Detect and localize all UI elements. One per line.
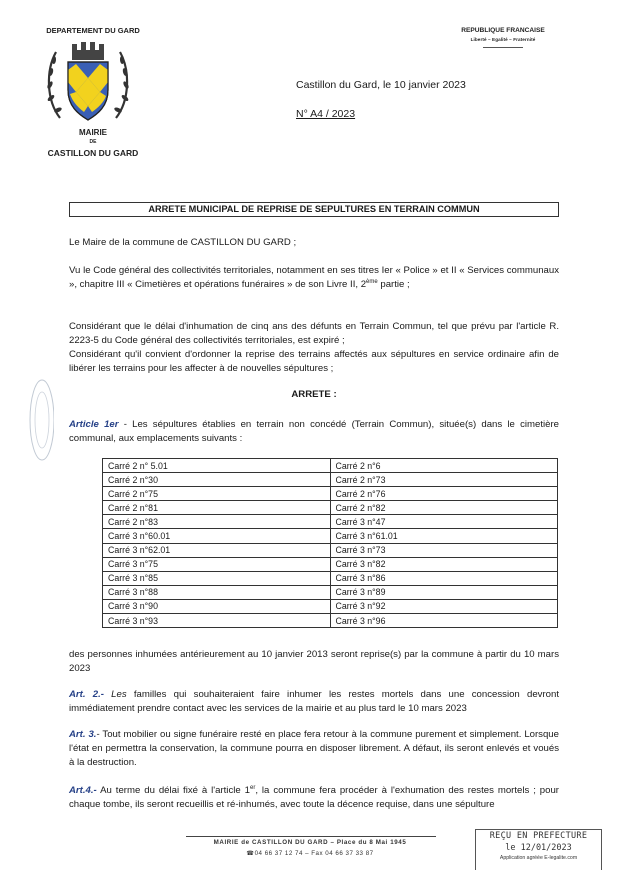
article-1-text: - Les sépultures établies en terrain non concédé (Terrain Commun), située(s) dans le cimetière communal, aux emplacements suivants : bbox=[69, 419, 559, 444]
table-cell: Carré 3 n°96 bbox=[330, 614, 558, 628]
article-2-italic: Les bbox=[103, 689, 127, 700]
table-cell: Carré 2 n°81 bbox=[103, 501, 331, 515]
table-row bbox=[103, 487, 558, 501]
table-cell: Carré 3 n°61.01 bbox=[330, 529, 558, 543]
article-4-superscript: er bbox=[249, 784, 256, 791]
commune-name: CASTILLON DU GARD bbox=[47, 148, 139, 158]
table-cell: Carré 3 n°60.01 bbox=[103, 529, 331, 543]
table-cell: Carré 3 n°82 bbox=[330, 557, 558, 571]
republic-label: REPUBLIQUE FRANCAISE bbox=[461, 27, 545, 34]
official-seal-stamp bbox=[26, 375, 54, 465]
footer-divider bbox=[186, 836, 436, 837]
table-row bbox=[103, 459, 558, 473]
table-row bbox=[103, 585, 558, 599]
document-title: ARRETE MUNICIPAL DE REPRISE DE SEPULTURES EN TERRAIN COMMUN bbox=[69, 202, 559, 217]
article-4 bbox=[69, 784, 559, 812]
mairie-label: MAIRIE bbox=[79, 128, 107, 137]
table-cell: Carré 3 n°47 bbox=[330, 515, 558, 529]
vu-text-1: Vu le Code général des collectivités territoriales, notamment en ses titres Ier « Police » et II « Services communaux », chapitre III « Cimetières et opérations funéraires » de son Livre II, 2 bbox=[69, 265, 559, 290]
table-cell: Carré 3 n°88 bbox=[103, 585, 331, 599]
table-cell: Carré 2 n°83 bbox=[103, 515, 331, 529]
table-cell: Carré 2 n°76 bbox=[330, 487, 558, 501]
table-row bbox=[103, 515, 558, 529]
article-2 bbox=[69, 688, 559, 716]
vu-text-2: partie ; bbox=[377, 279, 410, 290]
footer-phone: ☎04 66 37 12 74 – Fax 04 66 37 33 87 bbox=[246, 850, 374, 857]
reference-number: N° A4 / 2023 bbox=[296, 108, 356, 120]
table-cell: Carré 3 n°86 bbox=[330, 571, 558, 585]
considerant-1: Considérant que le délai d'inhumation de cinq ans des défunts en Terrain Commun, tel que prévu par l'article R. 2223-5 du Code général des collectivités territoriales, est expiré ; bbox=[69, 321, 559, 346]
article-1-label: Article 1er bbox=[69, 419, 119, 430]
table-cell: Carré 3 n°90 bbox=[103, 599, 331, 613]
mairie-block bbox=[18, 128, 168, 158]
vu-superscript: ème bbox=[366, 278, 378, 285]
republic-motto: Liberté – Egalité – Fraternité bbox=[470, 37, 536, 42]
considerant-2: Considérant qu'il convient d'ordonner la reprise des terrains affectés aux sépultures en service ordinaire afin de libérer les terrains pour les affecter à de nouvelles sépultures ; bbox=[69, 349, 559, 374]
mairie-de: DE bbox=[89, 139, 97, 145]
table-cell: Carré 2 n°82 bbox=[330, 501, 558, 515]
table-row bbox=[103, 599, 558, 613]
article-1 bbox=[69, 418, 559, 446]
table-cell: Carré 3 n°85 bbox=[103, 571, 331, 585]
divider bbox=[483, 47, 523, 48]
article-4-label: Art.4.- bbox=[69, 785, 97, 796]
table-row bbox=[103, 571, 558, 585]
prefecture-stamp bbox=[475, 829, 602, 870]
table-cell: Carré 2 n°73 bbox=[330, 473, 558, 487]
vu-paragraph bbox=[69, 264, 559, 292]
prefecture-stamp-app: Application agréée E-legalite.com bbox=[499, 855, 578, 861]
table-row bbox=[103, 529, 558, 543]
maire-statement: Le Maire de la commune de CASTILLON DU GARD ; bbox=[69, 237, 297, 248]
table-cell: Carré 3 n°93 bbox=[103, 614, 331, 628]
graves-table bbox=[102, 458, 558, 628]
prefecture-stamp-date: le 12/01/2023 bbox=[505, 843, 572, 853]
prefecture-stamp-line1: REÇU EN PREFECTURE bbox=[489, 831, 588, 841]
table-cell: Carré 2 n°30 bbox=[103, 473, 331, 487]
department-label: DEPARTEMENT DU GARD bbox=[46, 26, 140, 35]
table-cell: Carré 2 n°75 bbox=[103, 487, 331, 501]
article-3-label: Art. 3. bbox=[69, 729, 97, 740]
article-3-text: - Tout mobilier ou signe funéraire resté en place fera retour à la commune purement et simplement. Lorsque l'état en permettra la conservation, la commune pourra en disposer librement. A défaut, ils seront enlevés et voués à la destruction. bbox=[69, 729, 559, 768]
table-cell: Carré 2 n°6 bbox=[330, 459, 558, 473]
republic-block bbox=[448, 27, 558, 48]
footer bbox=[160, 839, 460, 857]
article-4-text-1: Au terme du délai fixé à l'article 1 bbox=[96, 785, 250, 796]
article-2-text: familles qui souhaiteraient faire inhumer les restes mortels dans une concession devront immédiatement prendre contact avec les services de la mairie et au plus tard le 10 mars 2023 bbox=[69, 689, 559, 714]
table-cell: Carré 3 n°75 bbox=[103, 557, 331, 571]
article-2-label: Art. 2.- bbox=[69, 689, 104, 700]
after-table-text: des personnes inhumées antérieurement au 10 janvier 2013 seront reprise(s) par la commune à partir du 10 mars 2023 bbox=[69, 649, 559, 674]
table-row bbox=[103, 501, 558, 515]
table-cell: Carré 3 n°73 bbox=[330, 543, 558, 557]
place-date: Castillon du Gard, le 10 janvier 2023 bbox=[296, 79, 466, 91]
coat-of-arms-icon bbox=[46, 40, 130, 126]
table-row bbox=[103, 543, 558, 557]
table-cell: Carré 3 n°89 bbox=[330, 585, 558, 599]
table-cell: Carré 3 n°62.01 bbox=[103, 543, 331, 557]
table-cell: Carré 3 n°92 bbox=[330, 599, 558, 613]
table-row bbox=[103, 557, 558, 571]
article-3 bbox=[69, 728, 559, 770]
table-row bbox=[103, 614, 558, 628]
article-4-text-2: , la commune fera procéder à l'exhumation des restes mortels ; pour chaque tombe, ils seront recueillis et ré-inhumés, avec toute la décence requise, dans une sépulture bbox=[69, 785, 560, 810]
footer-address: MAIRIE de CASTILLON DU GARD – Place du 8 Mai 1945 bbox=[213, 839, 407, 846]
table-cell: Carré 2 n° 5.01 bbox=[103, 459, 331, 473]
table-row bbox=[103, 473, 558, 487]
arrete-heading: ARRETE : bbox=[291, 389, 337, 400]
